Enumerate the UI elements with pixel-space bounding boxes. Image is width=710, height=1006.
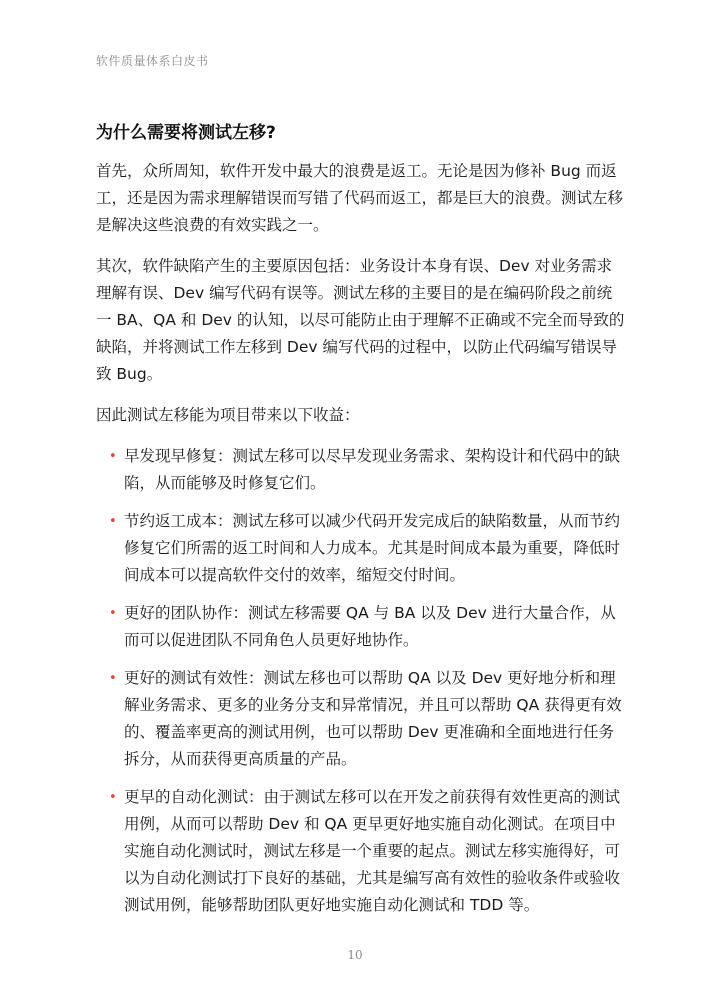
list-item-text: 更好的团队协作：测试左移需要 QA 与 BA 以及 Dev 进行大量合作，从而可以促进团队不同角色人员更好地协作。 [124,604,616,649]
paragraph-waste: 首先，众所周知，软件开发中最大的浪费是返工。无论是因为修补 Bug 而返工，还是因为需求理解错误而写错了代码而返工，都是巨大的浪费。测试左移是解决这些浪费的有效实践之一。 [96,162,624,234]
paragraph-benefits-intro: 因此测试左移能为项目带来以下收益： [96,406,360,424]
bullet-icon: • [109,671,117,686]
list-item-text: 早发现早修复：测试左移可以尽早发现业务需求、架构设计和代码中的缺陷，从而能够及时修复它们。 [124,447,621,492]
bullet-icon: • [109,606,117,621]
bullet-icon: • [109,449,117,464]
paragraph-defect-causes: 其次，软件缺陷产生的主要原因包括：业务设计本身有误、Dev 对业务需求理解有误、Dev 编写代码有误等。测试左移的主要目的是在编码阶段之前统一 BA、QA 和 Dev 的认知，以尽可能防止由于理解不正确或不完全而导致的缺陷，并将测试工作左移到 Dev 编写代码的过程中，以防止代码编写错误导致 Bug。 [96,257,625,383]
bullet-icon: • [109,790,117,805]
list-item-collaboration [109,600,626,654]
list-item-text: 节约返工成本：测试左移可以减少代码开发完成后的缺陷数量，从而节约修复它们所需的返工时间和人力成本。尤其是时间成本最为重要，降低时间成本可以提高软件交付的效率，缩短交付时间。 [124,512,621,584]
section-title: 为什么需要将测试左移? [96,123,276,143]
benefits-list [96,443,626,919]
list-item-early-fix [109,443,626,497]
page-content [96,118,626,930]
running-header: 软件质量体系白皮书 [96,54,209,68]
list-item-text: 更早的自动化测试：由于测试左移可以在开发之前获得有效性更高的测试用例，从而可以帮助 Dev 和 QA 更早更好地实施自动化测试。在项目中实施自动化测试时，测试左移是一个重要的起点。测试左移实施得好，可以为自动化测试打下良好的基础，尤其是编写高有效性的验收条件或验收测试用例，能够帮助团队更好地实施自动化测试和 TDD 等。 [124,788,621,914]
bullet-icon: • [109,514,117,529]
page-number: 10 [347,948,363,962]
list-item-test-effectiveness [109,665,626,773]
list-item-save-rework [109,508,626,589]
list-item-early-automation [109,784,626,919]
list-item-text: 更好的测试有效性：测试左移也可以帮助 QA 以及 Dev 更好地分析和理解业务需求、更多的业务分支和异常情况，并且可以帮助 QA 获得更有效的、覆盖率更高的测试用例，也可以帮助 Dev 更准确和全面地进行任务拆分，从而获得更高质量的产品。 [124,669,622,768]
